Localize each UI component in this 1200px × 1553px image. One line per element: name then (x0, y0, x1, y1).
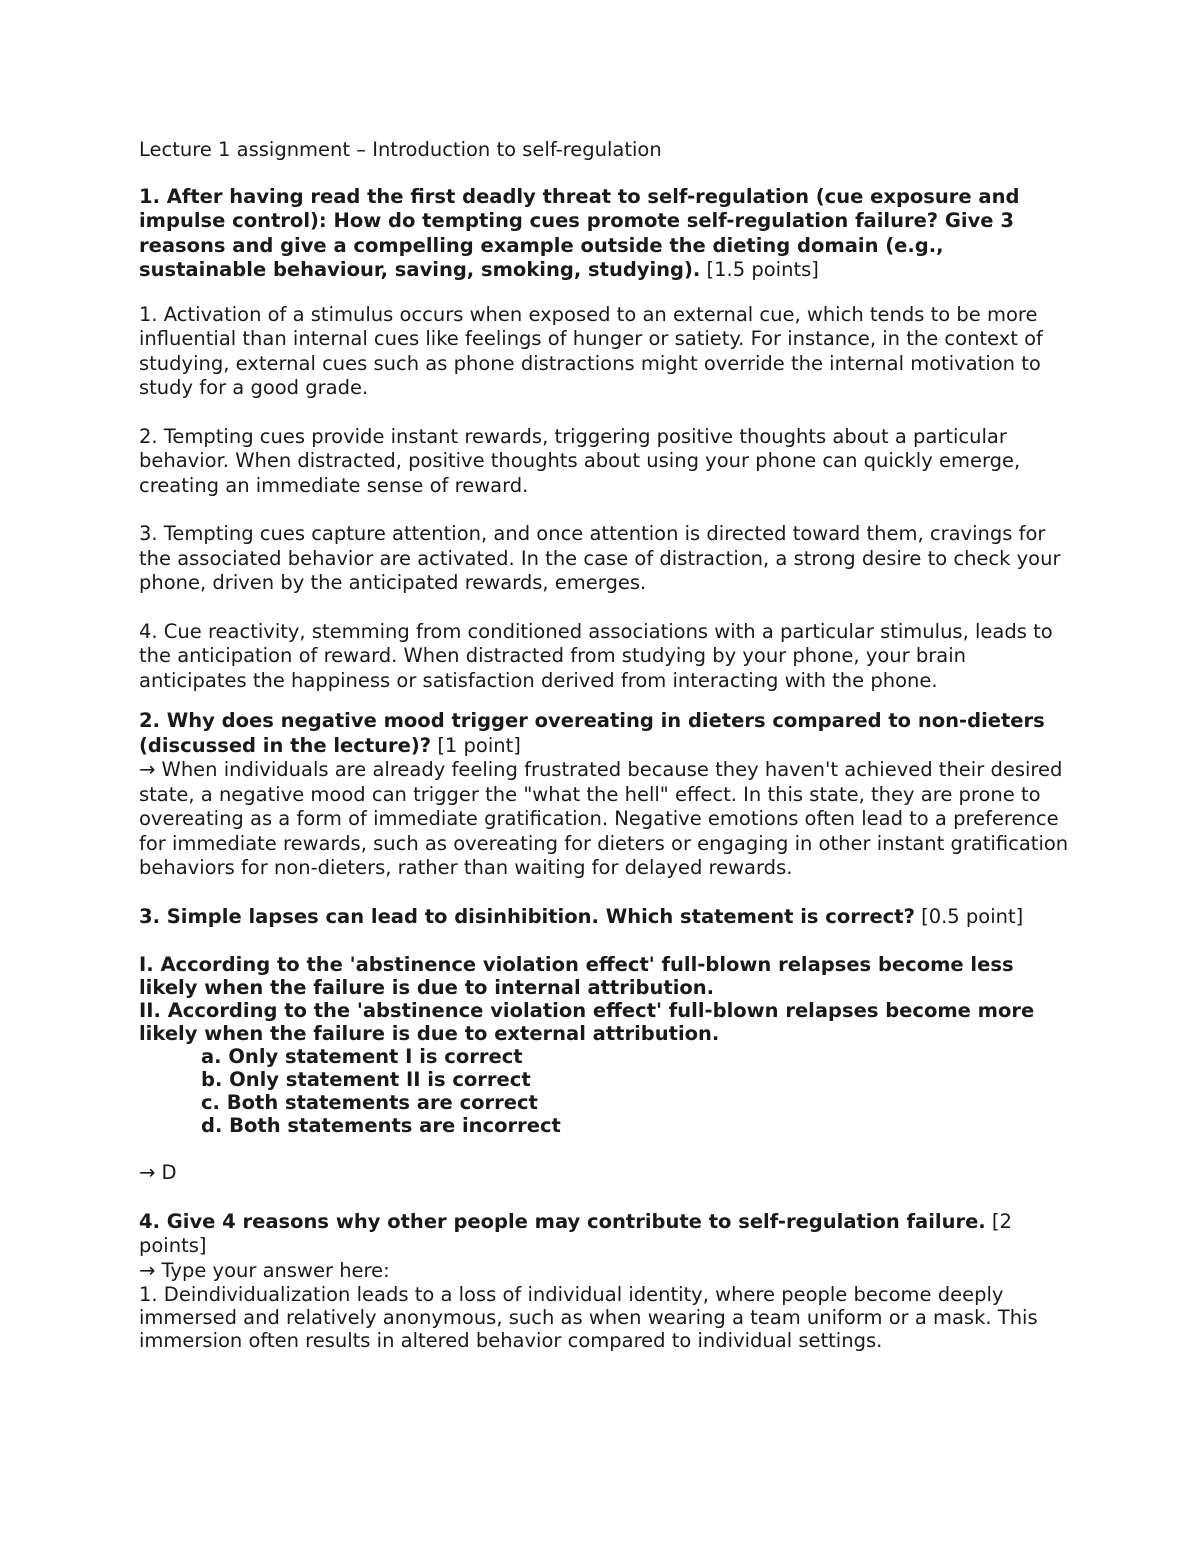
answer-2: → When individuals are already feeling frustrated because they haven't achieved their desired state, a negative mood can trigger the "what the hell" effect. In this state, they are prone to overeating as a form of immediate gratification. Negative emotions often lead to a preference for immediate rewards, such as overeating for dieters or engaging in other instant gratification behaviors for non-dieters, rather than waiting for delayed rewards. (139, 758, 1069, 879)
document-title: Lecture 1 assignment – Introduction to self-regulation (139, 138, 662, 161)
option-d: d. Both statements are incorrect (201, 1114, 561, 1137)
option-a: a. Only statement I is correct (201, 1045, 523, 1068)
option-c: c. Both statements are correct (201, 1091, 538, 1114)
question-4 (139, 1210, 1069, 1259)
option-b: b. Only statement II is correct (201, 1068, 531, 1091)
document-page (139, 138, 1069, 1352)
statement-1: I. According to the 'abstinence violation effect' full-blown relapses become less likely when the failure is due to internal attribution. (139, 953, 1014, 999)
question-3-text: 3. Simple lapses can lead to disinhibition. Which statement is correct? (139, 904, 915, 928)
question-2-text: 2. Why does negative mood trigger overeating in dieters compared to non-dieters (discussed in the lecture)? (139, 709, 1045, 757)
answer-1-reason-4: 4. Cue reactivity, stemming from conditioned associations with a particular stimulus, leads to the anticipation of reward. When distracted from studying by your phone, your brain anticipates the happiness or satisfaction derived from interacting with the phone. (139, 619, 1053, 692)
answer-1-reason-3: 3. Tempting cues capture attention, and once attention is directed toward them, cravings for the associated behavior are activated. In the case of distraction, a strong desire to check your phone, driven by the anticipated rewards, emerges. (139, 522, 1061, 594)
answer-options (201, 1045, 1069, 1137)
question-4-text: 4. Give 4 reasons why other people may contribute to self-regulation failure. (139, 1209, 986, 1233)
answer-1-reason-1: 1. Activation of a stimulus occurs when exposed to an external cue, which tends to be more influential than internal cues like feelings of hunger or satiety. For instance, in the context of studying, external cues such as phone distractions might override the internal motivation to study for a good grade. (139, 302, 1043, 399)
question-3-points: [0.5 point] (921, 904, 1024, 928)
question-1-text: 1. After having read the first deadly threat to self-regulation (cue exposure and impulse control): How do tempting cues promote self-regulation failure? Give 3 reasons and give a compelling example outside the dieting domain (e.g., sustainable behaviour, saving, smoking, studying). (139, 184, 1020, 281)
question-2-points: [1 point] (437, 733, 521, 757)
answer-4-reason-1: 1. Deindividualization leads to a loss of individual identity, where people become deeply immersed and relatively anonymous, such as when wearing a team uniform or a mask. This immersion often results in altered behavior compared to individual settings. (139, 1283, 1038, 1352)
question-4-points: [2 points] (139, 1209, 1012, 1257)
answer-3: → D (139, 1161, 177, 1184)
statement-2: II. According to the 'abstinence violation effect' full-blown relapses become more likely when the failure is due to external attribution. (139, 999, 1035, 1045)
answer-1-reason-2: 2. Tempting cues provide instant rewards, triggering positive thoughts about a particular behavior. When distracted, positive thoughts about using your phone can quickly emerge, creating an immediate sense of reward. (139, 424, 1021, 497)
answer-4-prompt: → Type your answer here: (139, 1258, 390, 1282)
question-1-points: [1.5 points] (706, 258, 819, 281)
question-3 (139, 905, 1069, 930)
question-1 (139, 185, 1069, 283)
question-2 (139, 709, 1069, 758)
